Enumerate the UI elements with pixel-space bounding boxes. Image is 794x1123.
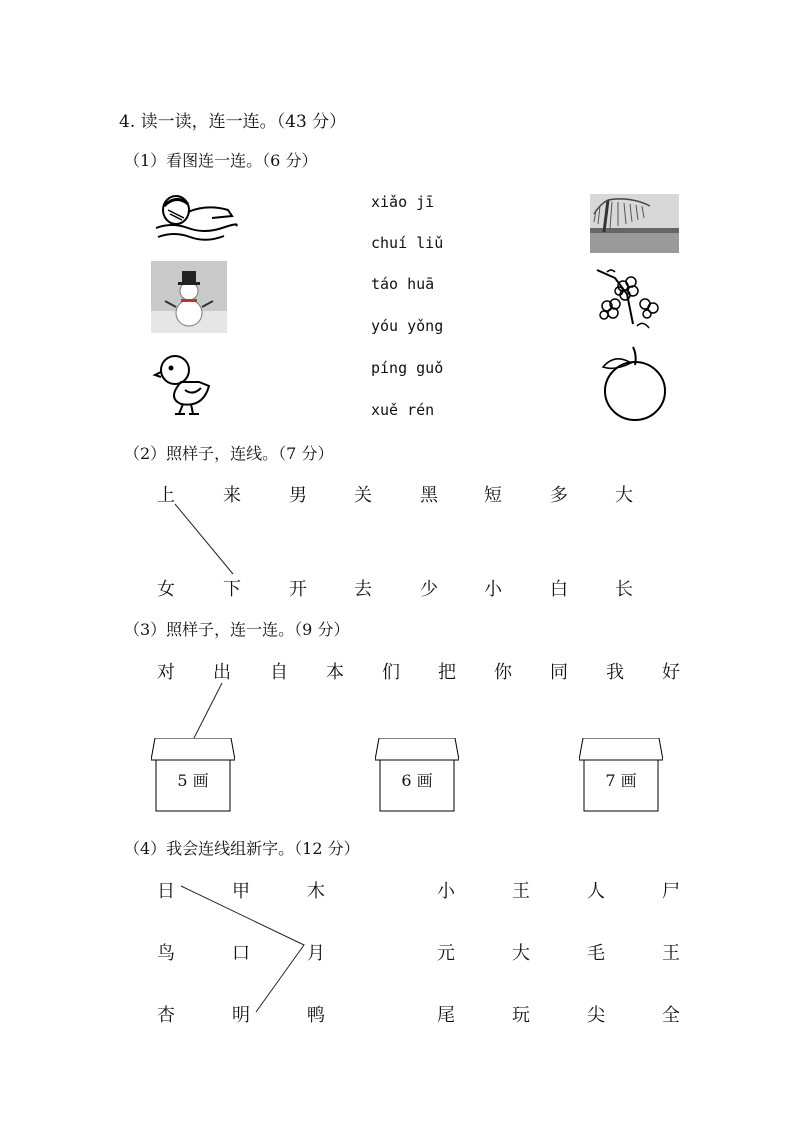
part4-left-char[interactable]: 木 — [307, 881, 325, 902]
pinyin-6: xuě rén — [371, 401, 435, 419]
house-5-strokes[interactable] — [151, 738, 235, 812]
part3-char[interactable]: 们 — [382, 662, 400, 683]
part3-heading: （3）照样子，连一连。（9 分） — [124, 620, 350, 639]
part2-top-char[interactable]: 上 — [157, 485, 175, 506]
example-line-chu-house — [193, 683, 222, 740]
pinyin-1: xiǎo jī — [371, 193, 435, 211]
house-label: 5 画 — [177, 771, 209, 790]
part3-char[interactable]: 我 — [606, 662, 624, 683]
part3-char[interactable]: 你 — [494, 662, 512, 683]
part1-heading: （1）看图连一连。（6 分） — [124, 151, 318, 170]
part4-heading: （4）我会连线组新字。（12 分） — [124, 839, 360, 858]
pinyin-3: táo huā — [371, 275, 435, 293]
part2-bottom-char[interactable]: 女 — [157, 579, 175, 600]
part2-heading: （2）照样子，连线。（7 分） — [124, 444, 334, 463]
part4-right-char[interactable]: 全 — [662, 1005, 680, 1026]
part3-char[interactable]: 同 — [550, 662, 568, 683]
part3-char[interactable]: 本 — [326, 662, 344, 683]
part2-bottom-char[interactable]: 长 — [615, 579, 633, 600]
part4-left-char[interactable]: 鸟 — [157, 943, 175, 964]
part2-top-char[interactable]: 大 — [615, 485, 633, 506]
part2-top-char[interactable]: 关 — [354, 485, 372, 506]
part4-right-char[interactable]: 元 — [437, 943, 455, 964]
part4-left-char[interactable]: 杏 — [157, 1005, 175, 1026]
part4-right-char[interactable]: 毛 — [587, 943, 605, 964]
part4-right-char[interactable]: 尖 — [587, 1005, 605, 1026]
part2-top-char[interactable]: 黑 — [420, 485, 438, 506]
part2-bottom-char[interactable]: 白 — [550, 579, 568, 600]
example-line-shang-xia — [175, 504, 233, 574]
peach-blossom-icon — [593, 264, 665, 336]
apple-icon — [601, 345, 669, 421]
part2-top-char[interactable]: 短 — [484, 485, 502, 506]
part4-right-char[interactable]: 人 — [587, 881, 605, 902]
part4-left-char[interactable]: 明 — [232, 1005, 250, 1026]
part3-char[interactable]: 对 — [157, 662, 175, 683]
part4-right-char[interactable]: 玩 — [512, 1005, 530, 1026]
part4-right-char[interactable]: 尸 — [662, 881, 680, 902]
pinyin-2: chuí liǔ — [371, 234, 444, 252]
part2-bottom-char[interactable]: 少 — [420, 579, 438, 600]
pinyin-5: píng guǒ — [371, 359, 444, 377]
part2-top-char[interactable]: 多 — [550, 485, 568, 506]
part4-right-char[interactable]: 小 — [437, 881, 455, 902]
part4-right-char[interactable]: 大 — [512, 943, 530, 964]
pinyin-4: yóu yǒng — [371, 317, 444, 335]
part2-bottom-char[interactable]: 开 — [289, 579, 307, 600]
chick-icon — [151, 346, 219, 418]
part4-left-char[interactable]: 甲 — [232, 881, 250, 902]
question-title: 4. 读一读，连一连。（43 分） — [119, 112, 347, 132]
house-label: 7 画 — [605, 771, 637, 790]
part4-left-char[interactable]: 口 — [232, 943, 250, 964]
house-6-strokes[interactable] — [375, 738, 459, 812]
part4-right-char[interactable]: 王 — [662, 943, 680, 964]
part4-right-char[interactable]: 王 — [512, 881, 530, 902]
house-7-strokes[interactable] — [579, 738, 663, 812]
part3-char[interactable]: 把 — [438, 662, 456, 683]
part2-bottom-char[interactable]: 去 — [354, 579, 372, 600]
part3-char[interactable]: 好 — [662, 662, 680, 683]
part2-bottom-char[interactable]: 小 — [484, 579, 502, 600]
swimming-icon — [152, 190, 238, 242]
part2-top-char[interactable]: 来 — [223, 485, 241, 506]
part4-right-char[interactable]: 尾 — [437, 1005, 455, 1026]
part4-left-char[interactable]: 月 — [307, 943, 325, 964]
part2-top-char[interactable]: 男 — [289, 485, 307, 506]
part4-left-char[interactable]: 日 — [157, 881, 175, 902]
snowman-icon — [151, 261, 227, 333]
house-label: 6 画 — [401, 771, 433, 790]
part3-char[interactable]: 出 — [213, 662, 231, 683]
part2-bottom-char[interactable]: 下 — [223, 579, 241, 600]
part3-char[interactable]: 自 — [270, 662, 288, 683]
part4-left-char[interactable]: 鸭 — [307, 1005, 325, 1026]
willow-icon — [590, 194, 679, 253]
